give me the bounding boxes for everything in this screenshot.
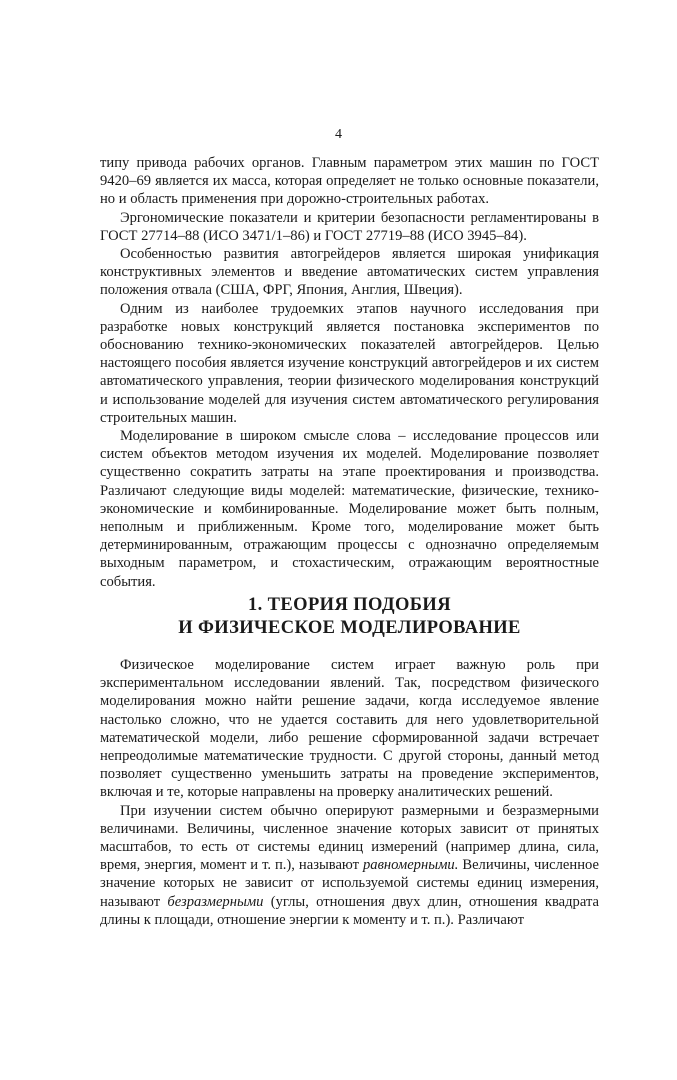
paragraph-ergonomics: Эргономические показатели и критерии безопасности регламентированы в ГОСТ 27714–88 (ИСО 3471/1–86) и ГОСТ 27719–88 (ИСО 3945–84).	[100, 209, 599, 244]
paragraph-research-goal: Одним из наиболее трудоемких этапов научного исследования при разработке новых конструкций является постановка экспериментов по обоснованию технико-экономических показателей автогрейдеров. Целью настоящего пособия является изучение конструкций автогрейдеров и их систем автоматического управления, теории физического моделирования конструкций и использование моделей для изучения систем автоматического регулирования строительных машин.	[100, 300, 599, 426]
paragraph-grader-drive: типу привода рабочих органов. Главным параметром этих машин по ГОСТ 9420–69 является их масса, которая определяет не только основные показатели, но и область применения при дорожно-строительных работах.	[100, 155, 599, 208]
dimensional-text-part2: Величины, численное значение которых не зависит от используемой системы единиц измерения, называют	[100, 857, 599, 910]
chapter-heading	[100, 594, 599, 640]
paragraph-physical-modeling: Физическое моделирование систем играет важную роль при экспериментальном исследовании явлений. Так, посредством физического моделирования можно найти решение задачи, когда исследуемое явление настолько сложно, что не удается составить для него удовлетворительной математической модели, либо решение сформированной задачи встречает непреодолимые математические трудности. С другой стороны, данный метод позволяет существенно уменьшить затраты на проведение экспериментов, включая и те, которые направлены на проверку аналитических решений.	[100, 657, 599, 801]
paragraph-unification: Особенностью развития автогрейдеров является широкая унификация конструктивных элементов и введение автоматических систем управления положения отвала (США, ФРГ, Япония, Англия, Швеция).	[100, 246, 599, 299]
page-number: 4	[335, 127, 342, 142]
dimensional-text-part1: При изучении систем обычно оперируют размерными и безразмерными величинами. Величины, численное значение которых зависит от принятых масштабов, то есть от системы единиц измерений (например длина, сила, время, энергия, момент и т. п.), называют	[100, 802, 599, 874]
term-dimensional: равномерными.	[362, 857, 459, 874]
chapter-heading-line2: И ФИЗИЧЕСКОЕ МОДЕЛИРОВАНИЕ	[178, 618, 521, 638]
chapter-body	[100, 656, 599, 929]
dimensional-text-part3: (углы, отношения двух длин, отношения квадрата длины к площади, отношение энергии к моменту и т. п.). Различают	[100, 893, 599, 928]
paragraph-modeling-types: Моделирование в широком смысле слова – исследование процессов или систем объектов методом изучения их моделей. Моделирование позволяет существенно сократить затраты на этапе проектирования и производства. Различают следующие виды моделей: математические, физические, технико-экономические и комбинированные. Моделирование может быть полным, неполным и приближенным. Кроме того, моделирование может быть детерминированным, отражающим процессы с однозначно определяемым выходным параметром, и стохастическим, отражающим вероятностные события.	[100, 428, 599, 590]
paragraph-dimensional-quantities	[100, 802, 599, 929]
term-dimensionless: безразмерными	[167, 893, 264, 910]
intro-section	[100, 154, 599, 591]
chapter-heading-line1: 1. ТЕОРИЯ ПОДОБИЯ	[247, 595, 451, 615]
